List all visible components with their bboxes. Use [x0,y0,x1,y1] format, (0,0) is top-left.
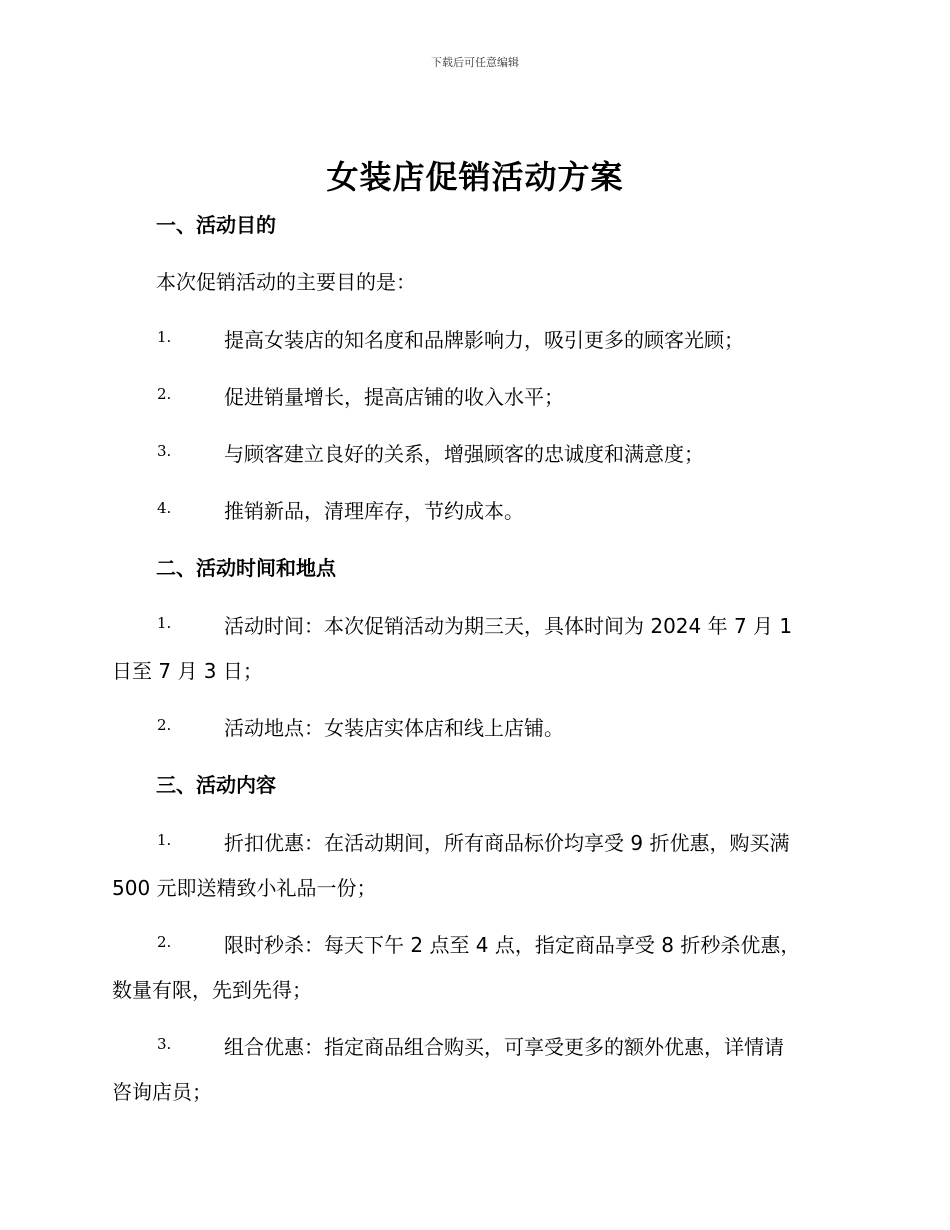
list-number: 1. [157,328,172,346]
section-heading-time-place: 二、活动时间和地点 [156,556,336,580]
list-item-continuation: 数量有限，先到先得； [112,978,312,1002]
list-item: 推销新品，清理库存，节约成本。 [224,499,524,523]
list-item: 活动地点：女装店实体店和线上店铺。 [224,716,564,740]
list-item-continuation: 咨询店员； [112,1080,212,1104]
list-item: 提高女装店的知名度和品牌影响力，吸引更多的顾客光顾； [224,328,744,352]
list-number: 1. [157,614,172,632]
list-number: 2. [157,716,172,734]
list-item: 组合优惠：指定商品组合购买，可享受更多的额外优惠，详情请 [224,1035,784,1059]
list-number: 1. [157,831,172,849]
list-item: 与顾客建立良好的关系，增强顾客的忠诚度和满意度； [224,442,704,466]
list-item-continuation: 500 元即送精致小礼品一份； [112,876,377,900]
goals-intro: 本次促销活动的主要目的是： [156,270,416,294]
list-item: 活动时间：本次促销活动为期三天，具体时间为 2024 年 7 月 1 [224,614,793,638]
list-item: 限时秒杀：每天下午 2 点至 4 点，指定商品享受 8 折秒杀优惠， [224,933,801,957]
list-number: 4. [157,499,172,517]
section-heading-goals: 一、活动目的 [156,213,276,237]
page-header: 下载后可任意编辑 [431,56,519,69]
document-title: 女装店促销活动方案 [326,158,624,196]
list-item-continuation: 日至 7 月 3 日； [112,659,263,683]
list-number: 3. [157,1035,172,1053]
section-heading-content: 三、活动内容 [156,773,276,797]
list-item: 促进销量增长，提高店铺的收入水平； [224,385,564,409]
list-item: 折扣优惠：在活动期间，所有商品标价均享受 9 折优惠，购买满 [224,831,790,855]
list-number: 2. [157,385,172,403]
list-number: 3. [157,442,172,460]
list-number: 2. [157,933,172,951]
